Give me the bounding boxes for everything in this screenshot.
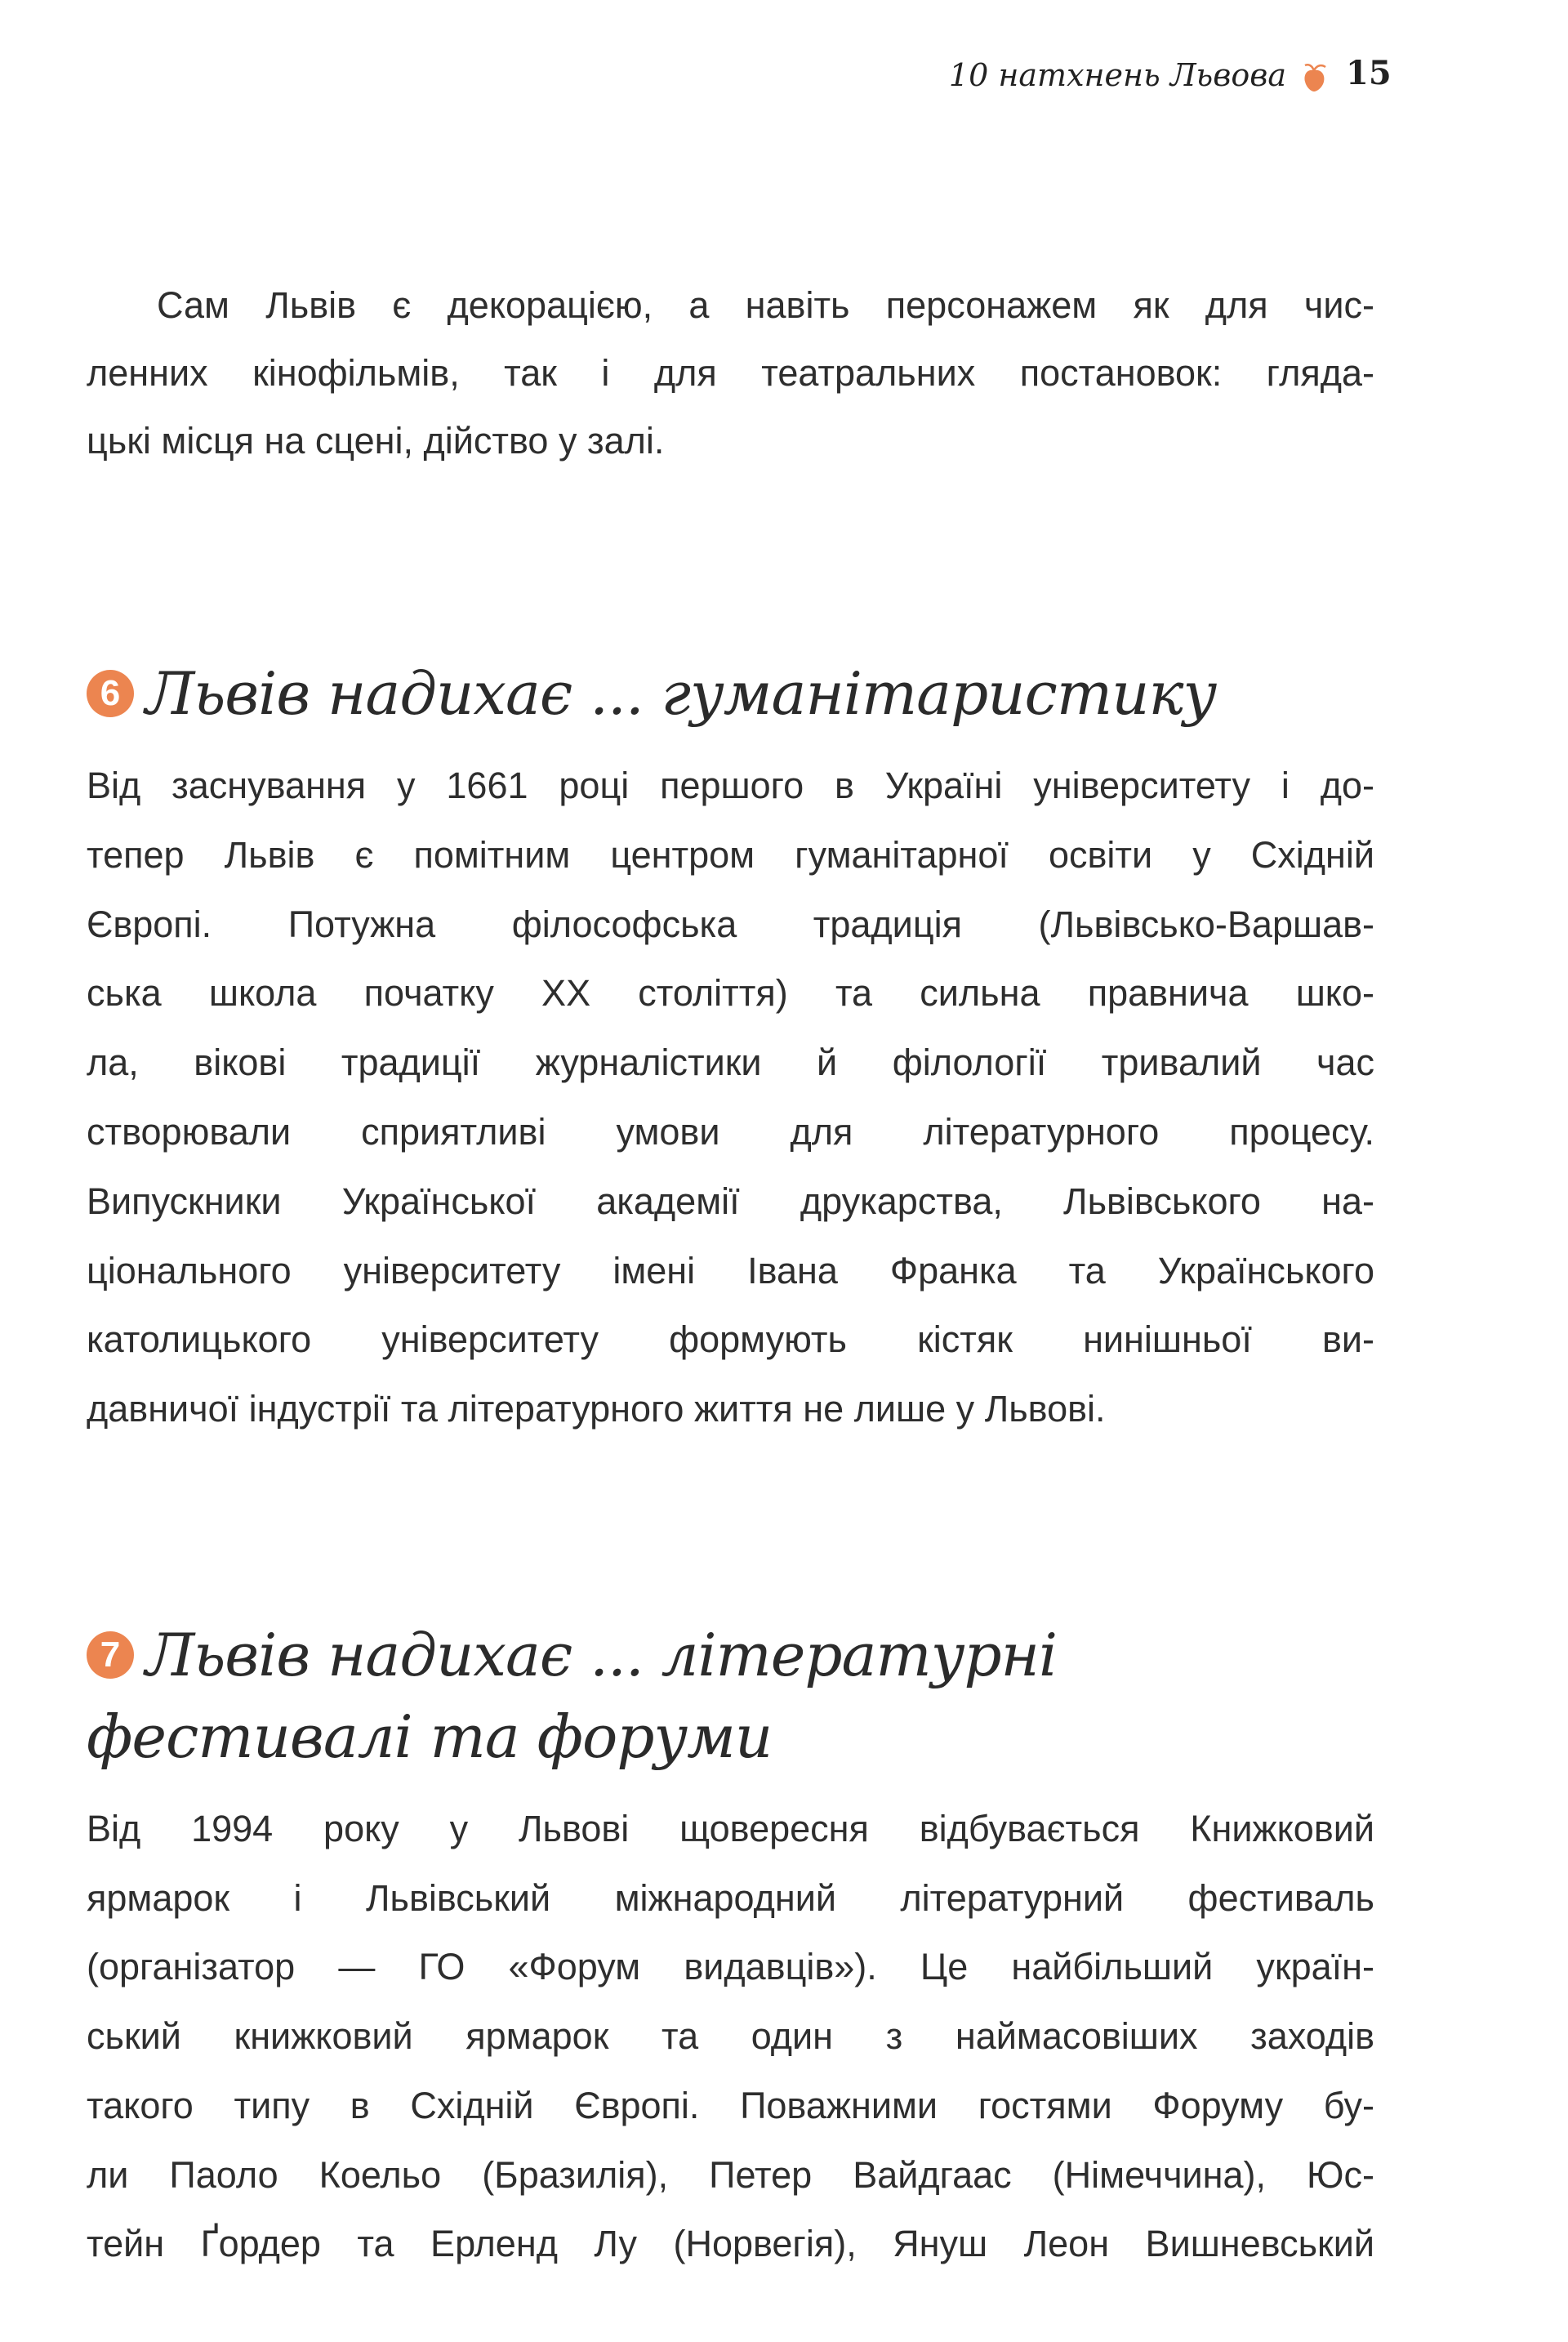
section-7-heading-line-2: фестивалі та форуми xyxy=(87,1702,773,1771)
peach-icon xyxy=(1300,60,1328,93)
page-number: 15 xyxy=(1346,54,1392,92)
text-line: цькі місця на сцені, дійство у залі. xyxy=(87,420,665,462)
text-line: ли Паоло Коельо (Бразилія), Петер Вайдгаас (Німеччина), Юс- xyxy=(87,2153,1374,2196)
text-line: Випускники Української академії друкарства, Львівського на- xyxy=(87,1180,1374,1222)
text-line: ла, вікові традиції журналістики й філології тривалий час xyxy=(87,1042,1374,1084)
text-line: католицького університету формують кістяк нинішньої ви- xyxy=(87,1318,1374,1361)
text-line: давничої індустрії та літературного життя не лише у Львові. xyxy=(87,1388,1106,1430)
text-line: такого типу в Східній Європі. Поважними гостями Форуму бу- xyxy=(87,2084,1374,2126)
section-7-heading-line-1 xyxy=(87,1614,1057,1696)
text-line: (організатор — ГО «Форум видавців»). Це найбільший україн- xyxy=(87,1946,1374,1988)
text-line: ціонального університету імені Івана Франка та Українського xyxy=(87,1249,1374,1291)
text-line: тейн Ґордер та Ерленд Лу (Норвегія), Януш Леон Вишневський xyxy=(87,2223,1374,2265)
running-title: 10 натхнень Львова xyxy=(948,57,1286,93)
text-line: ленних кінофільмів, так і для театральних постановок: гляда- xyxy=(87,352,1374,394)
heading-text: Львів надихає ... гуманітаристику xyxy=(145,659,1217,728)
heading-text: Львів надихає ... літературні xyxy=(145,1621,1058,1689)
text-line: ський книжковий ярмарок та один з наймасовіших заходів xyxy=(87,2015,1374,2058)
section-number-badge: 7 xyxy=(87,1631,134,1679)
text-line: Сам Львів є декорацією, а навіть персонажем як для чис- xyxy=(157,284,1374,326)
section-number-badge: 6 xyxy=(87,670,134,717)
text-line: ярмарок і Львівський міжнародний літературний фестиваль xyxy=(87,1876,1374,1919)
text-line: тепер Львів є помітним центром гуманітарної освіти у Східній xyxy=(87,833,1374,876)
section-6-heading xyxy=(87,653,1216,734)
text-line: створювали сприятливі умови для літературного процесу. xyxy=(87,1111,1374,1153)
text-line: Європі. Потужна філософська традиція (Львівсько-Варшав- xyxy=(87,903,1374,945)
text-line: ська школа початку XX століття) та сильна правнича шко- xyxy=(87,972,1374,1015)
text-line: Від 1994 року у Львові щовересня відбувається Книжковий xyxy=(87,1808,1374,1849)
text-line: Від заснування у 1661 році першого в Україні університету і до- xyxy=(87,765,1374,806)
